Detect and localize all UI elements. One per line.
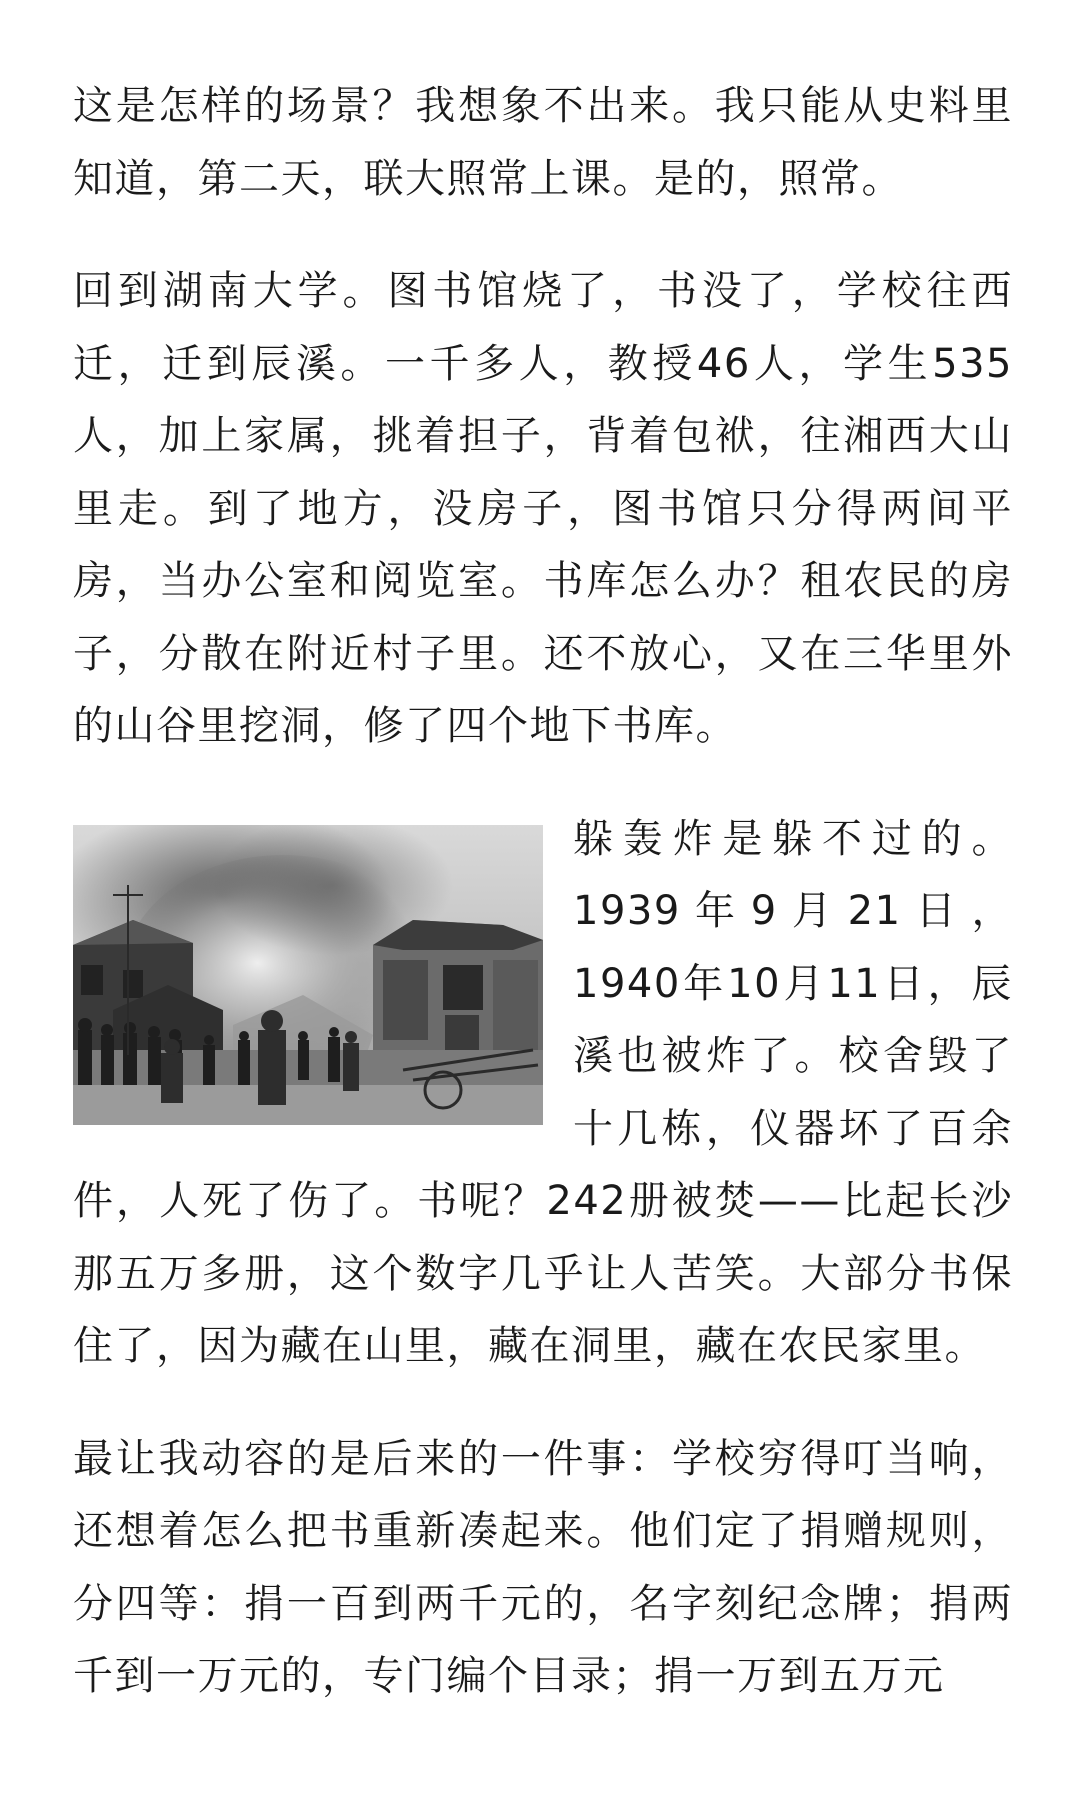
paragraph-3: 躲轰炸是躲不过的。1939年9月21日，1940年10月11日，辰溪也被炸了。校舍毁了十几栋，仪器坏了百余件，人死了伤了。书呢？242册被焚——比起长沙那五万多册，这个数字几乎让人苦笑。大部分书保住了，因为藏在山里，藏在洞里，藏在农民家里。: [73, 815, 1013, 1369]
bombing-photo: [73, 825, 543, 1125]
article-body: [73, 70, 1013, 1713]
paragraph-2: 回到湖南大学。图书馆烧了，书没了，学校往西迁，迁到辰溪。一千多人，教授46人，学生535人，加上家属，挑着担子，背着包袱，往湘西大山里走。到了地方，没房子，图书馆只分得两间平房，当办公室和阅览室。书库怎么办？租农民的房子，分散在附近村子里。还不放心，又在三华里外的山谷里挖洞，修了四个地下书库。: [73, 268, 1013, 749]
bombing-photo-graphic: [73, 825, 543, 1125]
paragraph-1: 这是怎样的场景？我想象不出来。我只能从史料里知道，第二天，联大照常上课。是的，照常。: [73, 83, 1013, 202]
paragraph-4: 最让我动容的是后来的一件事：学校穷得叮当响，还想着怎么把书重新凑起来。他们定了捐赠规则，分四等：捐一百到两千元的，名字刻纪念牌；捐两千到一万元的，专门编个目录；捐一万到五万元: [73, 1435, 1013, 1699]
